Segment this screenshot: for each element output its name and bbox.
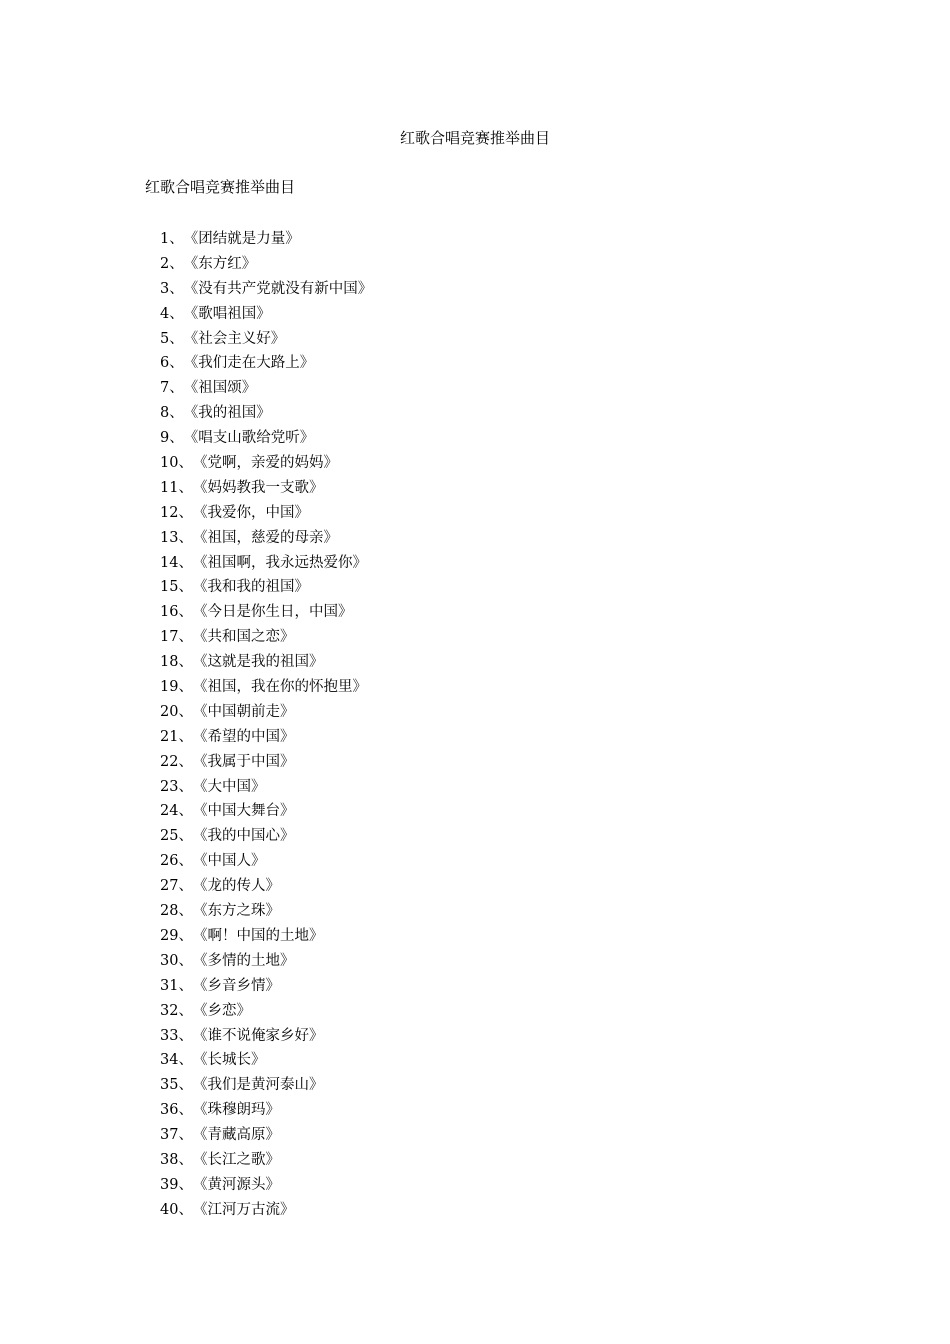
song-title: 《我的祖国》 [183,405,271,422]
song-title: 《乡恋》 [192,1002,251,1019]
song-separator: 、 [178,1077,193,1094]
song-item [160,1073,372,1098]
song-item [160,376,372,401]
song-number: 39 [160,1176,179,1193]
song-title: 《大中国》 [192,778,266,795]
song-separator: 、 [169,231,184,247]
song-title: 《我和我的祖国》 [192,579,309,596]
song-number: 25 [160,828,179,845]
song-separator: 、 [178,828,193,845]
song-separator: 、 [178,803,193,820]
song-separator: 、 [178,903,193,920]
song-title: 《江河万古流》 [192,1201,295,1218]
song-number: 30 [160,952,179,969]
song-item [160,600,372,625]
song-separator: 、 [178,1127,193,1144]
song-item [160,1173,372,1198]
song-title: 《中国人》 [192,853,266,870]
song-number: 8 [160,405,170,422]
song-item [160,227,372,252]
song-number: 11 [160,479,179,496]
song-separator: 、 [178,679,193,696]
song-number: 37 [160,1127,179,1144]
song-item [160,999,372,1024]
song-number: 18 [160,654,179,671]
song-separator: 、 [178,479,193,496]
song-title: 《希望的中国》 [192,728,295,745]
song-separator: 、 [178,1176,193,1193]
song-item [160,1098,372,1123]
song-title: 《社会主义好》 [183,330,286,347]
song-number: 27 [160,878,179,895]
song-title: 《党啊，亲爱的妈妈》 [192,455,338,472]
song-separator: 、 [178,1002,193,1019]
song-title: 《青藏高原》 [192,1127,280,1144]
song-title: 《东方之珠》 [192,903,280,920]
song-separator: 、 [178,629,193,646]
song-item [160,824,372,849]
song-item [160,426,372,451]
song-item [160,526,372,551]
song-separator: 、 [178,1102,193,1119]
song-item [160,551,372,576]
song-separator: 、 [178,778,193,795]
song-number: 13 [160,529,179,546]
song-separator: 、 [178,654,193,671]
song-item [160,302,372,327]
song-item [160,1048,372,1073]
song-number: 26 [160,853,179,870]
song-title: 《共和国之恋》 [192,629,295,646]
song-number: 22 [160,753,179,770]
song-title: 《龙的传人》 [192,878,280,895]
song-title: 《黄河源头》 [192,1176,280,1193]
song-number: 35 [160,1077,179,1094]
song-number: 31 [160,977,179,994]
song-item [160,451,372,476]
song-title: 《这就是我的祖国》 [192,654,324,671]
song-item [160,575,372,600]
song-title: 《我属于中国》 [192,753,295,770]
song-separator: 、 [178,878,193,895]
song-number: 40 [160,1201,179,1218]
song-item [160,1123,372,1148]
song-item [160,924,372,949]
song-title: 《我们走在大路上》 [183,355,315,372]
song-number: 36 [160,1102,179,1119]
song-separator: 、 [178,927,193,944]
song-number: 24 [160,803,179,820]
song-item [160,351,372,376]
song-number: 12 [160,504,179,521]
song-item [160,799,372,824]
song-item [160,277,372,302]
song-item [160,775,372,800]
song-number: 34 [160,1052,179,1069]
song-title: 《我的中国心》 [192,828,295,845]
song-separator: 、 [178,1027,193,1044]
song-item [160,1198,372,1223]
song-separator: 、 [178,703,193,720]
song-item [160,750,372,775]
song-number: 10 [160,455,179,472]
song-item [160,476,372,501]
song-separator: 、 [169,305,184,322]
song-item [160,849,372,874]
song-item [160,949,372,974]
song-separator: 、 [178,853,193,870]
song-number: 1 [160,231,170,247]
song-title: 《啊！中国的土地》 [192,927,324,944]
song-separator: 、 [169,330,184,347]
song-title: 《祖国，慈爱的母亲》 [192,529,338,546]
song-number: 23 [160,778,179,795]
song-title: 《长城长》 [192,1052,266,1069]
song-title: 《今日是你生日，中国》 [192,604,353,621]
song-number: 6 [160,355,170,372]
song-item [160,1024,372,1049]
song-number: 17 [160,629,179,646]
song-title: 《没有共产党就没有新中国》 [183,280,373,297]
song-item [160,874,372,899]
song-item [160,501,372,526]
song-number: 33 [160,1027,179,1044]
song-title: 《我爱你，中国》 [192,504,309,521]
song-item [160,327,372,352]
song-item [160,1148,372,1173]
song-item [160,974,372,999]
song-title: 《谁不说俺家乡好》 [192,1027,324,1044]
song-item [160,899,372,924]
song-number: 2 [160,255,170,272]
song-item [160,650,372,675]
song-number: 15 [160,579,179,596]
song-title: 《祖国，我在你的怀抱里》 [192,679,367,696]
song-separator: 、 [178,1151,193,1168]
song-separator: 、 [178,728,193,745]
song-title: 《多情的土地》 [192,952,295,969]
song-item [160,700,372,725]
song-separator: 、 [178,1052,193,1069]
song-title: 《祖国啊，我永远热爱你》 [192,554,367,571]
song-separator: 、 [178,952,193,969]
song-number: 38 [160,1151,179,1168]
song-separator: 、 [169,405,184,422]
song-title: 《乡音乡情》 [192,977,280,994]
song-number: 20 [160,703,179,720]
song-number: 29 [160,927,179,944]
song-separator: 、 [169,280,184,297]
song-item [160,725,372,750]
song-item [160,252,372,277]
page-title: 红歌合唱竞赛推举曲目 [399,129,550,147]
song-number: 32 [160,1002,179,1019]
song-number: 7 [160,380,170,397]
song-item [160,625,372,650]
song-title: 《中国大舞台》 [192,803,295,820]
song-separator: 、 [178,504,193,521]
song-title: 《唱支山歌给党听》 [183,430,315,447]
section-heading: 红歌合唱竞赛推举曲目 [145,178,296,196]
song-title: 《妈妈教我一支歌》 [192,479,324,496]
song-number: 14 [160,554,179,571]
song-separator: 、 [178,579,193,596]
song-separator: 、 [178,529,193,546]
song-number: 16 [160,604,179,621]
song-separator: 、 [178,554,193,571]
song-separator: 、 [169,255,184,272]
song-number: 4 [160,305,170,322]
song-title: 《歌唱祖国》 [183,305,271,322]
song-separator: 、 [178,1201,193,1218]
song-item [160,401,372,426]
song-title: 《珠穆朗玛》 [192,1102,280,1119]
song-separator: 、 [178,604,193,621]
song-separator: 、 [169,355,184,372]
song-number: 28 [160,903,179,920]
song-title: 《我们是黄河泰山》 [192,1077,324,1094]
song-separator: 、 [169,430,184,447]
song-number: 5 [160,330,170,347]
song-title: 《祖国颂》 [183,380,257,397]
song-number: 19 [160,679,179,696]
song-list [160,227,372,1223]
song-separator: 、 [169,380,184,397]
song-number: 21 [160,728,179,745]
song-separator: 、 [178,977,193,994]
song-title: 《长江之歌》 [192,1151,280,1168]
song-number: 9 [160,430,170,447]
song-item [160,675,372,700]
song-title: 《中国朝前走》 [192,703,295,720]
song-separator: 、 [178,753,193,770]
song-title: 《团结就是力量》 [183,231,300,247]
song-separator: 、 [178,455,193,472]
song-number: 3 [160,280,170,297]
song-title: 《东方红》 [183,255,257,272]
